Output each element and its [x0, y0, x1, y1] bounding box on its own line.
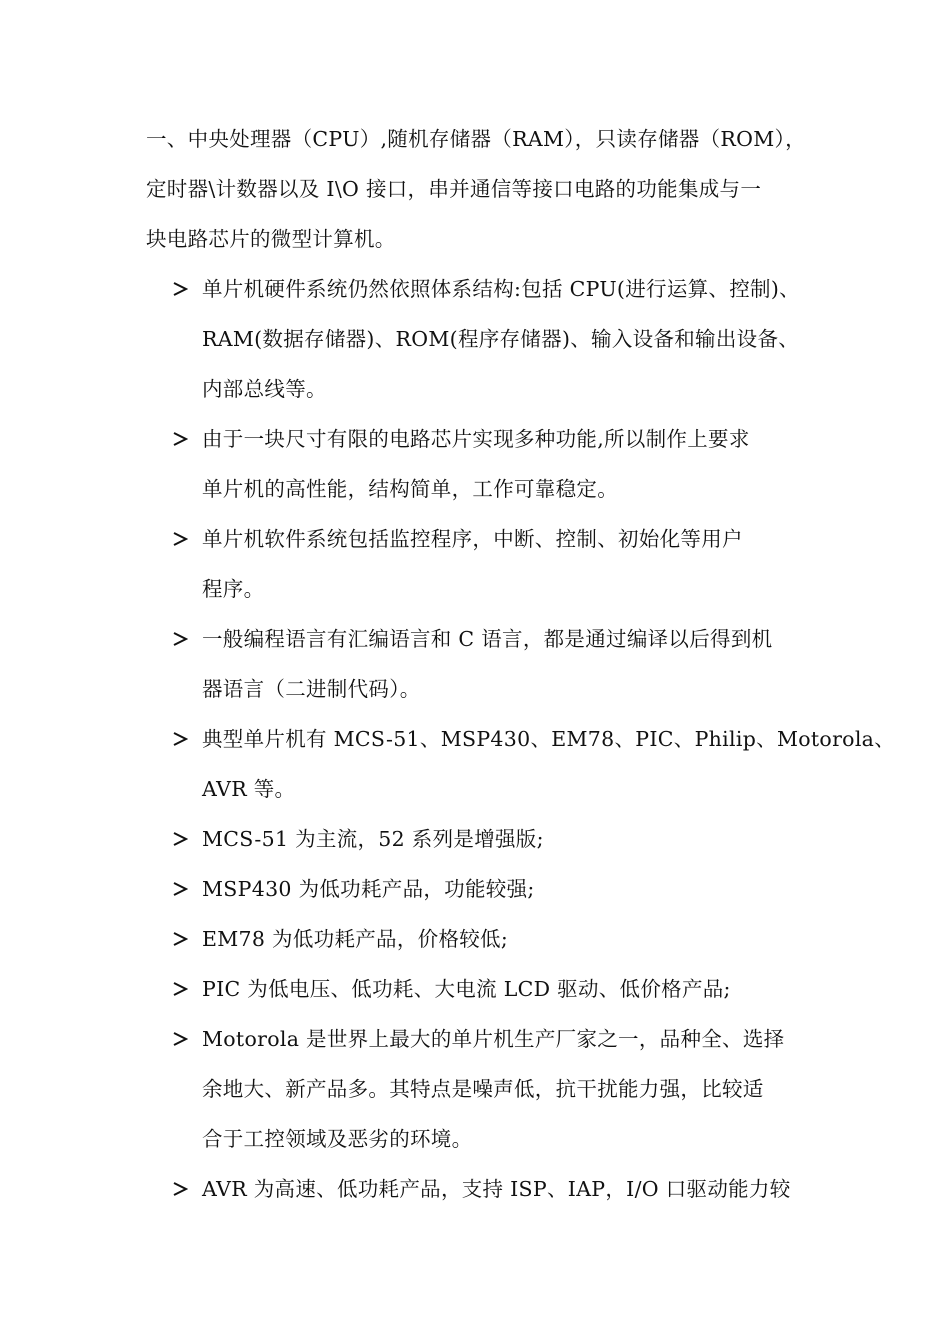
bullet-item: [172, 1014, 832, 1164]
bullet-line: RAM(数据存储器)、ROM(程序存储器)、输入设备和输出设备、: [202, 327, 800, 351]
bullet-item: [172, 814, 832, 864]
arrow-bullet-icon: [172, 1181, 188, 1197]
bullet-line: 内部总线等。: [202, 377, 327, 401]
bullet-line: EM78 为低功耗产品，价格较低;: [202, 927, 509, 951]
bullet-line: AVR 为高速、低功耗产品，支持 ISP、IAP，I/O 口驱动能力较: [202, 1177, 791, 1201]
bullet-line: 典型单片机有 MCS-51、MSP430、EM78、PIC、Philip、Motorola、: [202, 727, 895, 751]
bullet-line: 单片机软件系统包括监控程序，中断、控制、初始化等用户: [202, 527, 743, 551]
arrow-bullet-icon: [172, 431, 188, 447]
arrow-bullet-icon: [172, 1031, 188, 1047]
bullet-item: [172, 614, 832, 714]
bullet-line: AVR 等。: [202, 777, 296, 801]
arrow-bullet-icon: [172, 981, 188, 997]
bullet-line: 由于一块尺寸有限的电路芯片实现多种功能,所以制作上要求: [202, 427, 750, 451]
bullet-item: [172, 1164, 832, 1214]
bullet-item: [172, 864, 832, 914]
bullet-line: MSP430 为低功耗产品，功能较强;: [202, 877, 535, 901]
bullet-line: 余地大、新产品多。其特点是噪声低，抗干扰能力强，比较适: [202, 1077, 764, 1101]
bullet-item: [172, 964, 832, 1014]
bullet-item: [172, 264, 832, 414]
arrow-bullet-icon: [172, 831, 188, 847]
bullet-line: PIC 为低电压、低功耗、大电流 LCD 驱动、低价格产品;: [202, 977, 731, 1001]
bullet-item: [172, 714, 895, 814]
bullet-line: MCS-51 为主流，52 系列是增强版;: [202, 827, 544, 851]
bullet-line: 单片机硬件系统仍然依照体系结构:包括 CPU(进行运算、控制)、: [202, 277, 800, 301]
intro-line: 一、中央处理器（CPU）,随机存储器（RAM），只读存储器（ROM），: [146, 127, 806, 151]
arrow-bullet-icon: [172, 931, 188, 947]
arrow-bullet-icon: [172, 281, 188, 297]
bullet-item: [172, 914, 832, 964]
intro-line: 块电路芯片的微型计算机。: [146, 227, 396, 251]
arrow-bullet-icon: [172, 881, 188, 897]
arrow-bullet-icon: [172, 731, 188, 747]
bullet-line: 器语言（二进制代码）。: [202, 677, 421, 701]
bullet-line: 程序。: [202, 577, 265, 601]
arrow-bullet-icon: [172, 631, 188, 647]
bullet-line: 单片机的高性能，结构简单，工作可靠稳定。: [202, 477, 618, 501]
arrow-bullet-icon: [172, 531, 188, 547]
bullet-line: 一般编程语言有汇编语言和 C 语言，都是通过编译以后得到机: [202, 627, 773, 651]
bullet-line: 合于工控领域及恶劣的环境。: [202, 1127, 473, 1151]
bullet-item: [172, 514, 832, 614]
intro-line: 定时器\计数器以及 I\O 接口，串并通信等接口电路的功能集成与一: [146, 177, 762, 201]
bullet-line: Motorola 是世界上最大的单片机生产厂家之一，品种全、选择: [202, 1027, 785, 1051]
bullet-list: [172, 264, 895, 1214]
intro-paragraph: [146, 114, 826, 264]
bullet-item: [172, 414, 832, 514]
